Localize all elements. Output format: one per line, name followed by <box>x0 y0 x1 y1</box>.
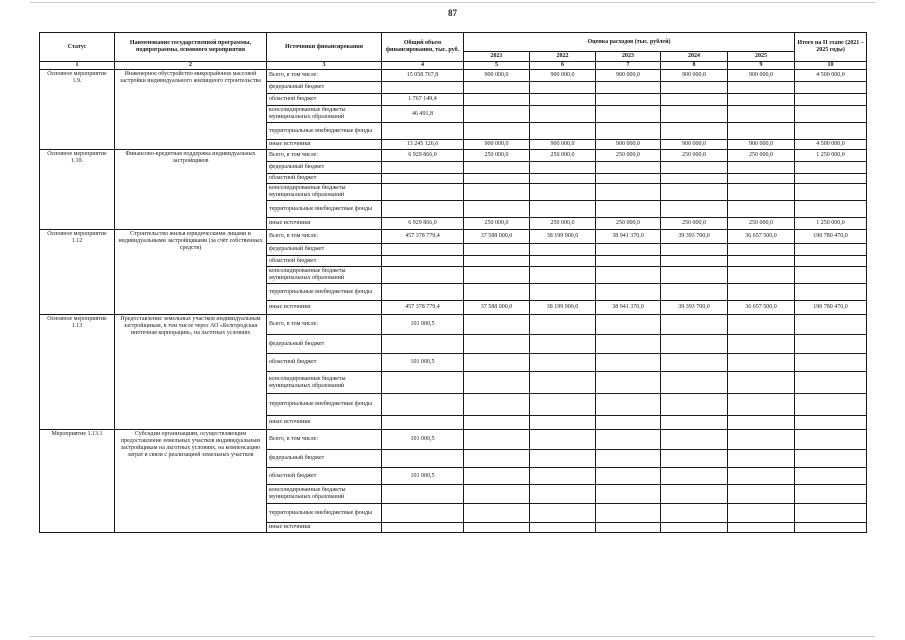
year-amount <box>661 106 728 123</box>
year-amount <box>464 174 530 184</box>
table-row <box>40 430 867 450</box>
year-amount <box>661 335 728 354</box>
year-amount <box>530 267 596 284</box>
funding-source: Всего, в том числе: <box>267 150 382 162</box>
year-amount <box>530 284 596 301</box>
activity-name: Инженерное обустройство микрорайонов массовой застройки индивидуального жилищного строительства <box>115 70 267 150</box>
total-amount: 457 378 779,4 <box>382 301 464 315</box>
column-number: 10 <box>795 62 867 70</box>
year-amount <box>530 162 596 174</box>
year-amount <box>661 416 728 430</box>
header-name: Наименование государственной программы, подпрограммы, основного мероприятия <box>115 33 267 62</box>
stage-total-amount <box>795 184 867 201</box>
year-amount <box>661 523 728 533</box>
year-amount <box>596 394 661 416</box>
stage-total-amount <box>795 523 867 533</box>
total-amount <box>382 284 464 301</box>
year-amount <box>464 504 530 523</box>
year-amount <box>661 450 728 468</box>
year-amount <box>596 335 661 354</box>
year-amount: 900 000,0 <box>728 70 795 82</box>
activity-status: Основное мероприятие 1.13 <box>40 315 115 430</box>
total-amount: 457 378 779,4 <box>382 230 464 244</box>
year-amount: 39 393 700,0 <box>661 301 728 315</box>
year-amount <box>728 82 795 94</box>
total-amount <box>382 174 464 184</box>
stage-total-amount <box>795 485 867 504</box>
total-amount <box>382 244 464 256</box>
stage-total-amount <box>795 372 867 394</box>
year-amount <box>661 162 728 174</box>
total-amount <box>382 523 464 533</box>
year-amount <box>464 485 530 504</box>
year-amount <box>728 335 795 354</box>
year-amount <box>530 82 596 94</box>
year-amount <box>464 315 530 335</box>
year-amount <box>464 201 530 218</box>
year-amount <box>596 450 661 468</box>
year-amount <box>530 430 596 450</box>
column-number: 4 <box>382 62 464 70</box>
year-amount <box>596 416 661 430</box>
column-number: 2 <box>115 62 267 70</box>
activity-name: Строительство жилья юридическими лицами и индивидуальными застройщиками (за счёт собственных средств) <box>115 230 267 315</box>
total-amount <box>382 416 464 430</box>
year-amount: 39 393 700,0 <box>661 230 728 244</box>
year-amount <box>530 94 596 106</box>
year-amount <box>530 523 596 533</box>
year-amount: 36 657 500,0 <box>728 230 795 244</box>
funding-source: федеральный бюджет <box>267 244 382 256</box>
year-amount: 250 000,0 <box>530 150 596 162</box>
stage-total-amount <box>795 315 867 335</box>
year-amount <box>464 106 530 123</box>
scan-edge-bottom <box>30 636 875 637</box>
stage-total-amount: 190 780 470,0 <box>795 230 867 244</box>
year-amount <box>728 201 795 218</box>
year-amount <box>661 94 728 106</box>
year-amount <box>661 430 728 450</box>
header-year: 2023 <box>596 52 661 62</box>
year-amount <box>661 244 728 256</box>
total-amount: 101 000,5 <box>382 354 464 372</box>
funding-source: областной бюджет <box>267 256 382 267</box>
header-year: 2024 <box>661 52 728 62</box>
year-amount <box>728 284 795 301</box>
year-amount <box>661 468 728 485</box>
stage-total-amount <box>795 450 867 468</box>
header-year: 2021 <box>464 52 530 62</box>
stage-total-amount <box>795 394 867 416</box>
year-amount: 36 657 500,0 <box>728 301 795 315</box>
activity-status: Мероприятие 1.13.1 <box>40 430 115 533</box>
year-amount: 250 000,0 <box>596 150 661 162</box>
year-amount <box>661 504 728 523</box>
stage-total-amount <box>795 284 867 301</box>
year-amount <box>661 315 728 335</box>
stage-total-amount <box>795 416 867 430</box>
year-amount <box>661 284 728 301</box>
total-amount <box>382 267 464 284</box>
table-row <box>40 150 867 162</box>
total-amount <box>382 450 464 468</box>
year-amount: 250 000,0 <box>530 218 596 230</box>
year-amount: 37 588 000,0 <box>464 301 530 315</box>
year-amount: 37 588 000,0 <box>464 230 530 244</box>
year-amount: 900 000,0 <box>464 140 530 150</box>
column-number: 3 <box>267 62 382 70</box>
year-amount: 38 941 370,0 <box>596 301 661 315</box>
funding-source: территориальные внебюджетные фонды <box>267 284 382 301</box>
year-amount <box>661 123 728 140</box>
year-amount <box>596 267 661 284</box>
year-amount <box>530 256 596 267</box>
year-amount <box>728 430 795 450</box>
activity-name: Финансово-кредитная поддержка индивидуальных застройщиков <box>115 150 267 230</box>
year-amount <box>530 315 596 335</box>
year-amount <box>728 106 795 123</box>
year-amount <box>464 450 530 468</box>
year-amount <box>530 354 596 372</box>
year-amount <box>728 123 795 140</box>
year-amount <box>530 201 596 218</box>
header-total: Общий объем финансирования, тыс. руб. <box>382 33 464 62</box>
year-amount: 250 000,0 <box>661 218 728 230</box>
stage-total-amount <box>795 244 867 256</box>
financing-table <box>39 32 867 533</box>
year-amount <box>728 354 795 372</box>
year-amount <box>661 174 728 184</box>
year-amount <box>596 284 661 301</box>
total-amount: 101 000,5 <box>382 430 464 450</box>
column-number: 9 <box>728 62 795 70</box>
year-amount <box>728 267 795 284</box>
column-number: 5 <box>464 62 530 70</box>
year-amount <box>596 82 661 94</box>
year-amount <box>596 244 661 256</box>
funding-source: консолидированные бюджеты муниципальных образований <box>267 485 382 504</box>
year-amount <box>464 372 530 394</box>
stage-total-amount: 4 500 000,0 <box>795 70 867 82</box>
funding-source: федеральный бюджет <box>267 82 382 94</box>
funding-source: консолидированные бюджеты муниципальных образований <box>267 267 382 284</box>
stage-total-amount <box>795 201 867 218</box>
year-amount <box>728 372 795 394</box>
header-year: 2025 <box>728 52 795 62</box>
year-amount <box>728 450 795 468</box>
year-amount <box>728 244 795 256</box>
year-amount <box>596 174 661 184</box>
year-amount <box>661 354 728 372</box>
funding-source: иные источники <box>267 140 382 150</box>
total-amount <box>382 201 464 218</box>
year-amount <box>530 394 596 416</box>
table-row <box>40 315 867 335</box>
year-amount <box>530 123 596 140</box>
year-amount <box>661 201 728 218</box>
year-amount <box>596 523 661 533</box>
header-source: Источники финансирования <box>267 33 382 62</box>
column-number: 8 <box>661 62 728 70</box>
year-amount: 900 000,0 <box>661 140 728 150</box>
total-amount <box>382 504 464 523</box>
year-amount <box>596 94 661 106</box>
header-year: 2022 <box>530 52 596 62</box>
year-amount: 250 000,0 <box>596 218 661 230</box>
year-amount <box>464 335 530 354</box>
stage-total-amount <box>795 504 867 523</box>
year-amount <box>661 485 728 504</box>
year-amount: 900 000,0 <box>530 70 596 82</box>
total-amount <box>382 372 464 394</box>
column-number: 1 <box>40 62 115 70</box>
funding-source: Всего, в том числе: <box>267 315 382 335</box>
funding-source: иные источники <box>267 416 382 430</box>
table-row <box>40 230 867 244</box>
stage-total-amount <box>795 106 867 123</box>
year-amount <box>464 244 530 256</box>
total-amount: 101 000,5 <box>382 468 464 485</box>
funding-source: территориальные внебюджетные фонды <box>267 394 382 416</box>
funding-source: иные источники <box>267 523 382 533</box>
funding-source: Всего, в том числе: <box>267 230 382 244</box>
year-amount <box>530 106 596 123</box>
activity-status: Основное мероприятие 1.9. <box>40 70 115 150</box>
year-amount <box>596 256 661 267</box>
year-amount <box>464 468 530 485</box>
year-amount <box>728 94 795 106</box>
year-amount <box>596 201 661 218</box>
stage-total-amount <box>795 267 867 284</box>
year-amount: 900 000,0 <box>728 140 795 150</box>
total-amount: 46 491,8 <box>382 106 464 123</box>
year-amount <box>530 504 596 523</box>
header-estimate: Оценка расходов (тыс. рублей) <box>464 33 795 52</box>
table-row <box>40 70 867 82</box>
total-amount: 15 058 767,8 <box>382 70 464 82</box>
total-amount <box>382 485 464 504</box>
activity-status: Основное мероприятие 1.12 <box>40 230 115 315</box>
year-amount <box>596 485 661 504</box>
activity-name: Субсидии организациям, осуществляющим предоставление земельных участков индивидуальным застройщикам на льготных условиях, на компенсацию затрат в связи с реализацией земельных участков <box>115 430 267 533</box>
stage-total-amount: 1 250 000,0 <box>795 218 867 230</box>
funding-source: областной бюджет <box>267 468 382 485</box>
year-amount <box>596 184 661 201</box>
year-amount <box>728 256 795 267</box>
stage-total-amount: 1 250 000,0 <box>795 150 867 162</box>
header-status: Статус <box>40 33 115 62</box>
year-amount <box>596 468 661 485</box>
year-amount <box>728 184 795 201</box>
year-amount <box>530 372 596 394</box>
column-number: 7 <box>596 62 661 70</box>
year-amount <box>464 162 530 174</box>
year-amount <box>464 123 530 140</box>
year-amount: 900 000,0 <box>530 140 596 150</box>
scan-edge-top <box>30 2 875 3</box>
year-amount: 250 000,0 <box>661 150 728 162</box>
year-amount <box>728 394 795 416</box>
funding-source: территориальные внебюджетные фонды <box>267 504 382 523</box>
year-amount <box>661 372 728 394</box>
year-amount: 900 000,0 <box>661 70 728 82</box>
year-amount <box>596 162 661 174</box>
activity-status: Основное мероприятие 1.10. <box>40 150 115 230</box>
year-amount <box>464 94 530 106</box>
year-amount <box>728 315 795 335</box>
funding-source: территориальные внебюджетные фонды <box>267 201 382 218</box>
year-amount <box>530 184 596 201</box>
total-amount <box>382 394 464 416</box>
stage-total-amount <box>795 174 867 184</box>
total-amount: 101 000,5 <box>382 315 464 335</box>
year-amount <box>530 450 596 468</box>
year-amount <box>596 372 661 394</box>
year-amount <box>530 416 596 430</box>
year-amount <box>596 106 661 123</box>
funding-source: областной бюджет <box>267 174 382 184</box>
year-amount <box>596 504 661 523</box>
year-amount: 250 000,0 <box>728 218 795 230</box>
total-amount <box>382 335 464 354</box>
funding-source: Всего, в том числе: <box>267 430 382 450</box>
year-amount <box>661 267 728 284</box>
year-amount: 900 000,0 <box>464 70 530 82</box>
funding-source: консолидированные бюджеты муниципальных образований <box>267 372 382 394</box>
funding-source: областной бюджет <box>267 94 382 106</box>
year-amount <box>661 82 728 94</box>
year-amount <box>728 174 795 184</box>
year-amount: 250 000,0 <box>728 150 795 162</box>
column-number: 6 <box>530 62 596 70</box>
year-amount: 38 199 900,0 <box>530 230 596 244</box>
year-amount <box>596 315 661 335</box>
funding-source: консолидированные бюджеты муниципальных образований <box>267 184 382 201</box>
year-amount <box>464 523 530 533</box>
total-amount: 6 929 866,0 <box>382 150 464 162</box>
stage-total-amount: 4 500 000,0 <box>795 140 867 150</box>
funding-source: иные источники <box>267 301 382 315</box>
funding-source: консолидированные бюджеты муниципальных образований <box>267 106 382 123</box>
stage-total-amount <box>795 468 867 485</box>
year-amount <box>464 430 530 450</box>
year-amount: 250 000,0 <box>464 150 530 162</box>
total-amount <box>382 82 464 94</box>
activity-name: Предоставление земельных участков индивидуальным застройщикам, в том числе через АО «Белгородская ипотечная корпорация», на льготных условиях <box>115 315 267 430</box>
year-amount <box>530 335 596 354</box>
year-amount <box>596 430 661 450</box>
funding-source: областной бюджет <box>267 354 382 372</box>
year-amount <box>530 485 596 504</box>
year-amount: 900 000,0 <box>596 140 661 150</box>
page-number: 87 <box>448 8 457 18</box>
year-amount <box>464 256 530 267</box>
year-amount <box>464 284 530 301</box>
year-amount <box>728 468 795 485</box>
year-amount <box>530 174 596 184</box>
year-amount: 900 000,0 <box>596 70 661 82</box>
year-amount <box>530 468 596 485</box>
year-amount <box>596 123 661 140</box>
stage-total-amount: 190 780 470,0 <box>795 301 867 315</box>
stage-total-amount <box>795 123 867 140</box>
funding-source: федеральный бюджет <box>267 335 382 354</box>
total-amount <box>382 256 464 267</box>
year-amount <box>464 267 530 284</box>
year-amount <box>464 416 530 430</box>
funding-source: Всего, в том числе: <box>267 70 382 82</box>
total-amount: 13 245 126,6 <box>382 140 464 150</box>
stage-total-amount <box>795 94 867 106</box>
year-amount: 38 941 370,0 <box>596 230 661 244</box>
stage-total-amount <box>795 430 867 450</box>
stage-total-amount <box>795 256 867 267</box>
year-amount <box>464 184 530 201</box>
total-amount: 1 767 149,4 <box>382 94 464 106</box>
year-amount: 250 000,0 <box>464 218 530 230</box>
year-amount <box>728 162 795 174</box>
year-amount <box>464 354 530 372</box>
year-amount <box>728 485 795 504</box>
header-stage-total: Итого на II этапе (2021 – 2025 годы) <box>795 33 867 62</box>
year-amount <box>464 82 530 94</box>
total-amount <box>382 123 464 140</box>
year-amount <box>728 416 795 430</box>
year-amount <box>661 184 728 201</box>
year-amount <box>728 523 795 533</box>
funding-source: федеральный бюджет <box>267 450 382 468</box>
total-amount: 6 929 866,0 <box>382 218 464 230</box>
year-amount: 38 199 900,0 <box>530 301 596 315</box>
stage-total-amount <box>795 82 867 94</box>
funding-source: иные источники <box>267 218 382 230</box>
year-amount <box>464 394 530 416</box>
stage-total-amount <box>795 354 867 372</box>
total-amount <box>382 184 464 201</box>
funding-source: федеральный бюджет <box>267 162 382 174</box>
stage-total-amount <box>795 335 867 354</box>
funding-source: территориальные внебюджетные фонды <box>267 123 382 140</box>
stage-total-amount <box>795 162 867 174</box>
year-amount <box>661 256 728 267</box>
year-amount <box>596 354 661 372</box>
year-amount <box>728 504 795 523</box>
total-amount <box>382 162 464 174</box>
year-amount <box>661 394 728 416</box>
year-amount <box>530 244 596 256</box>
